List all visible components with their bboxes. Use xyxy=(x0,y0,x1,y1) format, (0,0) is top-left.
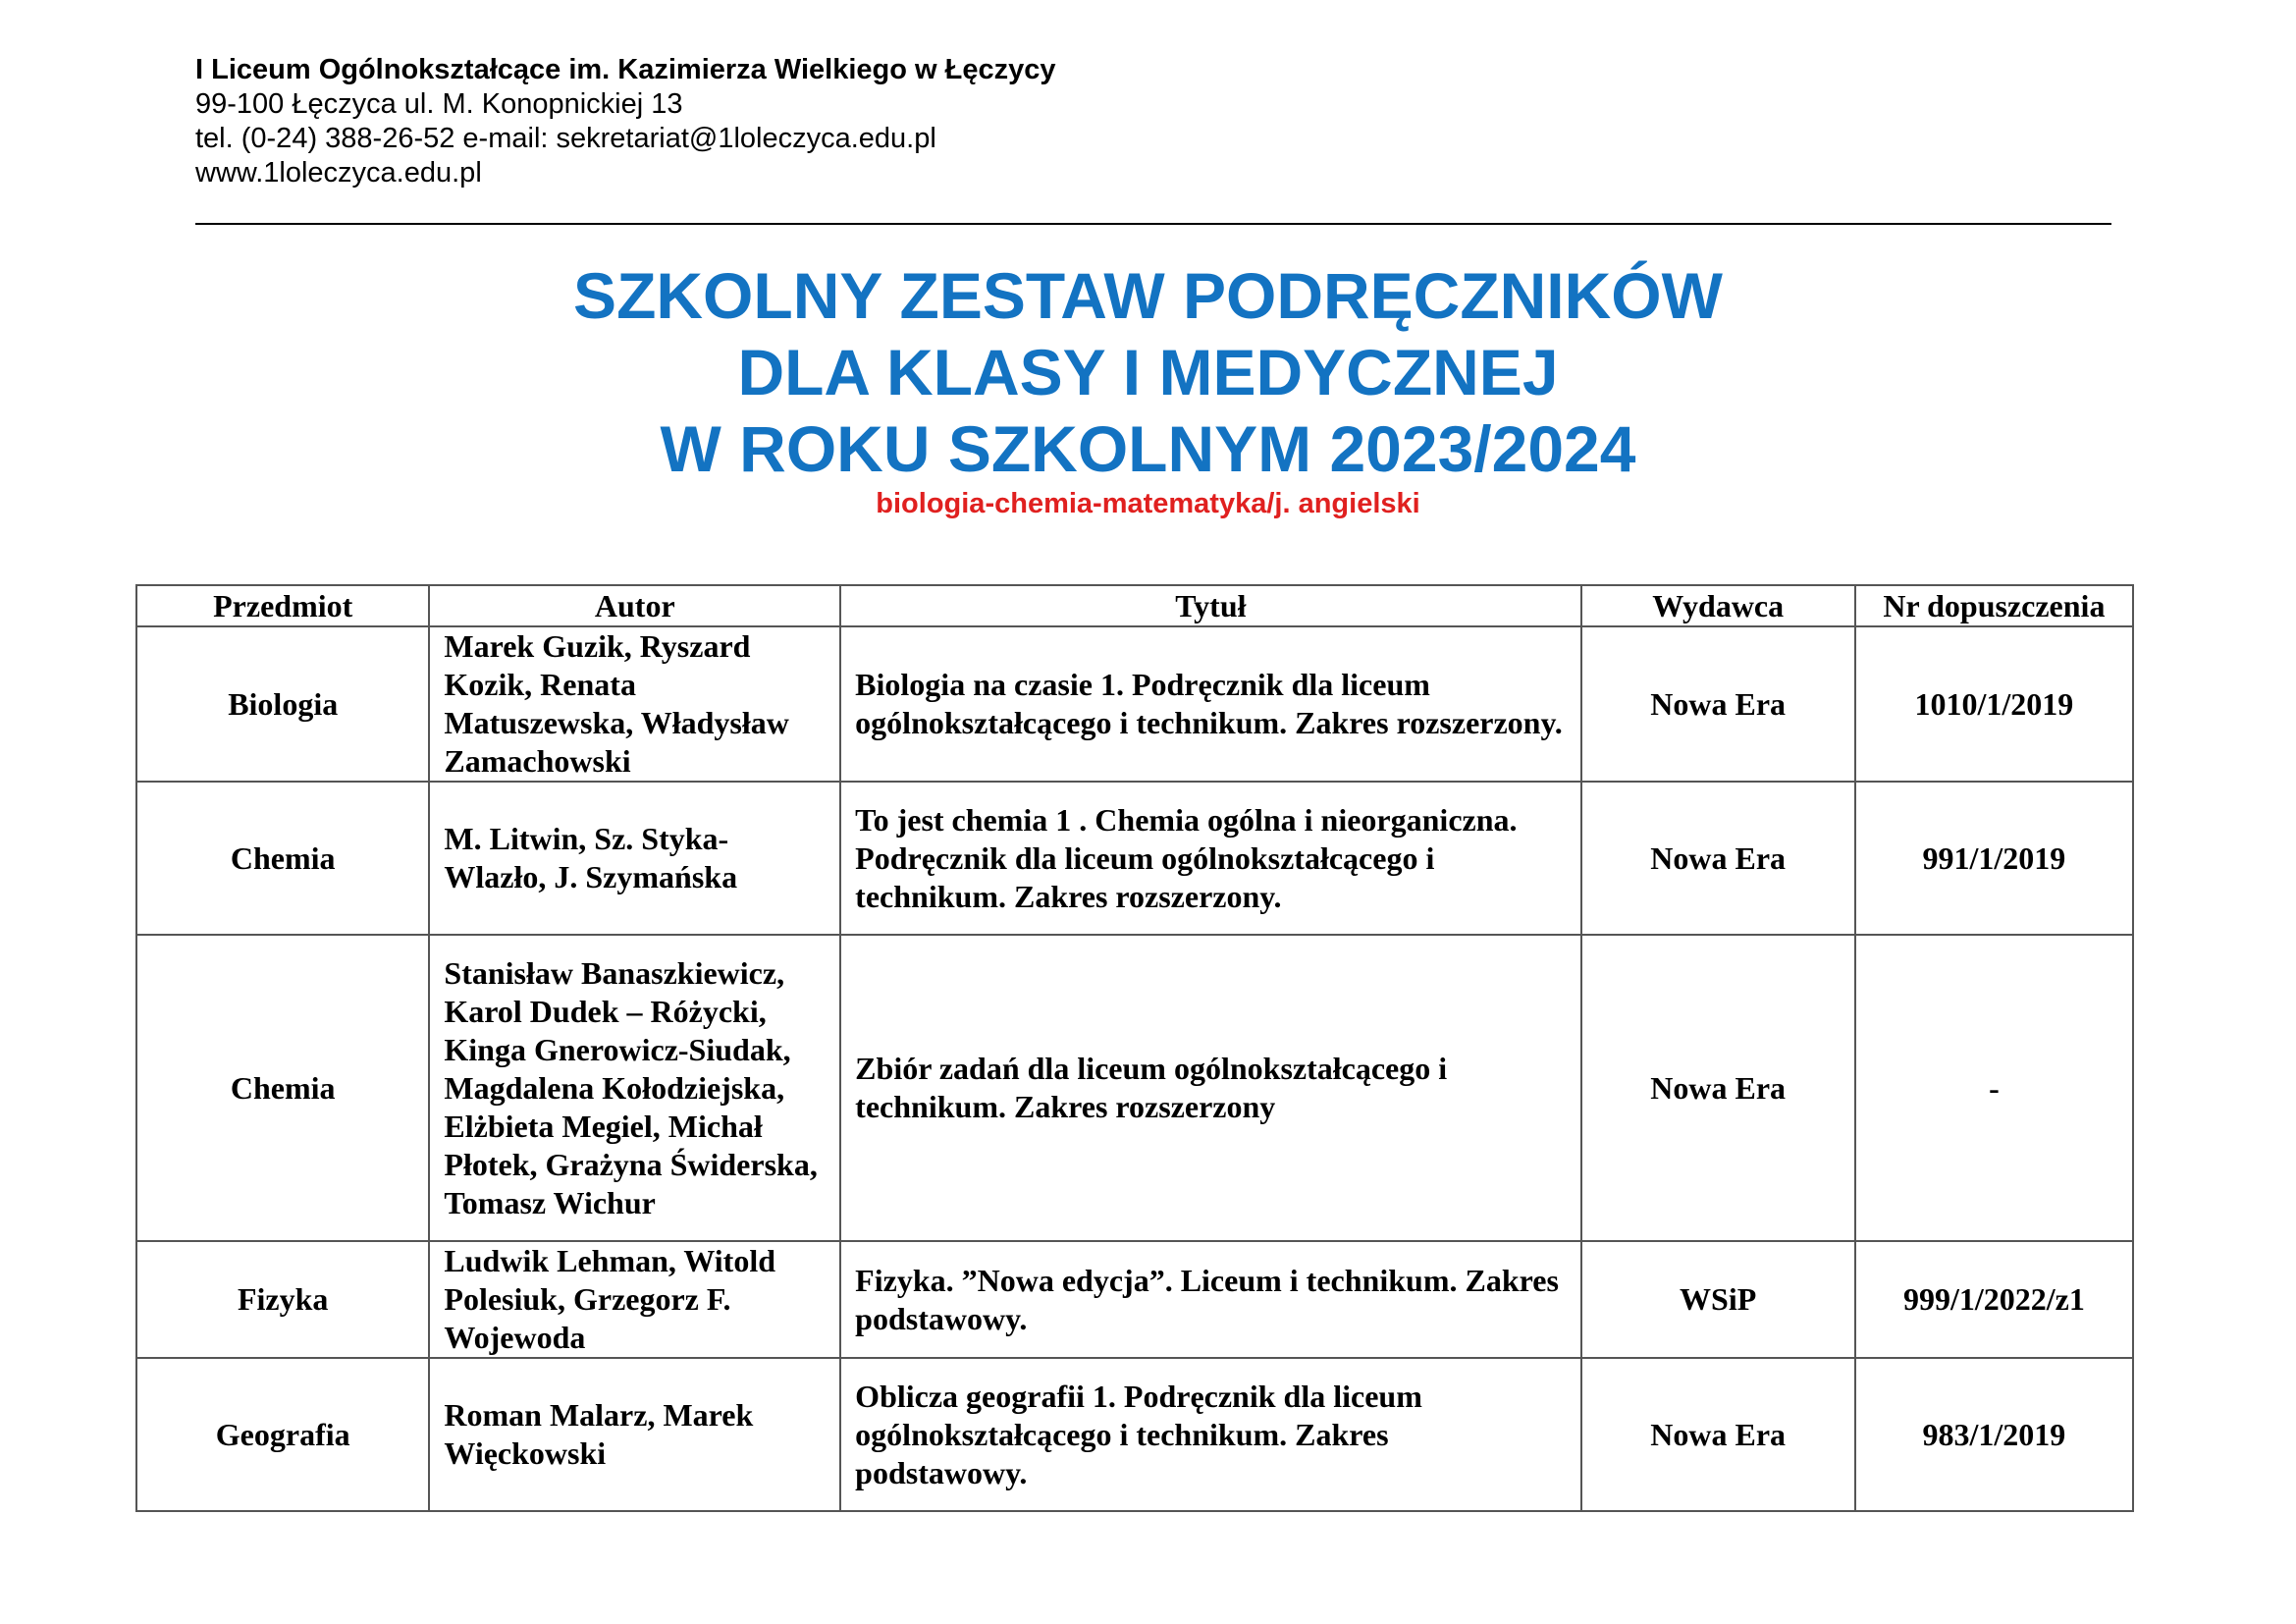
cell-approval-number: 991/1/2019 xyxy=(1855,782,2133,935)
cell-subject: Fizyka xyxy=(136,1241,429,1358)
title-line-1: SZKOLNY ZESTAW PODRĘCZNIKÓW xyxy=(573,259,1723,332)
cell-approval-number: - xyxy=(1855,935,2133,1241)
cell-approval-number: 983/1/2019 xyxy=(1855,1358,2133,1511)
cell-subject: Biologia xyxy=(136,626,429,782)
school-address: 99-100 Łęczyca ul. M. Konopnickiej 13 xyxy=(195,88,683,120)
cell-title: Zbiór zadań dla liceum ogólnokształcącego i technikum. Zakres rozszerzony xyxy=(840,935,1580,1241)
cell-author: Ludwik Lehman, Witold Polesiuk, Grzegorz F. Wojewoda xyxy=(429,1241,840,1358)
cell-publisher: Nowa Era xyxy=(1581,626,1855,782)
cell-title: To jest chemia 1 . Chemia ogólna i nieorganiczna. Podręcznik dla liceum ogólnokształcącego i technikum. Zakres rozszerzony. xyxy=(840,782,1580,935)
cell-publisher: Nowa Era xyxy=(1581,1358,1855,1511)
header-divider xyxy=(195,223,2111,225)
school-name: I Liceum Ogólnokształcące im. Kazimierza Wielkiego w Łęczycy xyxy=(195,54,1056,85)
cell-approval-number: 1010/1/2019 xyxy=(1855,626,2133,782)
header-publisher: Wydawca xyxy=(1581,585,1855,626)
table-row xyxy=(136,626,2133,782)
header-author: Autor xyxy=(429,585,840,626)
profile-subtitle: biologia-chemia-matematyka/j. angielski xyxy=(876,488,1420,519)
document-title xyxy=(0,257,2296,520)
cell-title: Biologia na czasie 1. Podręcznik dla liceum ogólnokształcącego i technikum. Zakres rozszerzony. xyxy=(840,626,1580,782)
title-line-2: DLA KLASY I MEDYCZNEJ xyxy=(737,336,1559,408)
table-header-row xyxy=(136,585,2133,626)
header-approval-number: Nr dopuszczenia xyxy=(1855,585,2133,626)
table-row xyxy=(136,1241,2133,1358)
school-website[interactable]: www.1loleczyca.edu.pl xyxy=(195,157,482,189)
table-row xyxy=(136,782,2133,935)
school-contact: tel. (0-24) 388-26-52 e-mail: sekretariat@1loleczyca.edu.pl xyxy=(195,123,936,154)
table-row xyxy=(136,1358,2133,1511)
school-header xyxy=(195,53,1056,190)
cell-approval-number: 999/1/2022/z1 xyxy=(1855,1241,2133,1358)
header-subject: Przedmiot xyxy=(136,585,429,626)
cell-author: Marek Guzik, Ryszard Kozik, Renata Matuszewska, Władysław Zamachowski xyxy=(429,626,840,782)
cell-title: Oblicza geografii 1. Podręcznik dla liceum ogólnokształcącego i technikum. Zakres podstawowy. xyxy=(840,1358,1580,1511)
cell-author: M. Litwin, Sz. Styka-Wlazło, J. Szymańska xyxy=(429,782,840,935)
cell-publisher: WSiP xyxy=(1581,1241,1855,1358)
cell-subject: Chemia xyxy=(136,782,429,935)
textbook-table xyxy=(135,584,2134,1512)
cell-subject: Chemia xyxy=(136,935,429,1241)
header-title: Tytuł xyxy=(840,585,1580,626)
cell-title: Fizyka. ”Nowa edycja”. Liceum i technikum. Zakres podstawowy. xyxy=(840,1241,1580,1358)
title-line-3: W ROKU SZKOLNYM 2023/2024 xyxy=(660,412,1636,485)
table-row xyxy=(136,935,2133,1241)
cell-publisher: Nowa Era xyxy=(1581,782,1855,935)
cell-author: Stanisław Banaszkiewicz, Karol Dudek – Różycki, Kinga Gnerowicz-Siudak, Magdalena Kołodziejska, Elżbieta Megiel, Michał Płotek, Grażyna Świderska, Tomasz Wichur xyxy=(429,935,840,1241)
cell-publisher: Nowa Era xyxy=(1581,935,1855,1241)
cell-subject: Geografia xyxy=(136,1358,429,1511)
cell-author: Roman Malarz, Marek Więckowski xyxy=(429,1358,840,1511)
